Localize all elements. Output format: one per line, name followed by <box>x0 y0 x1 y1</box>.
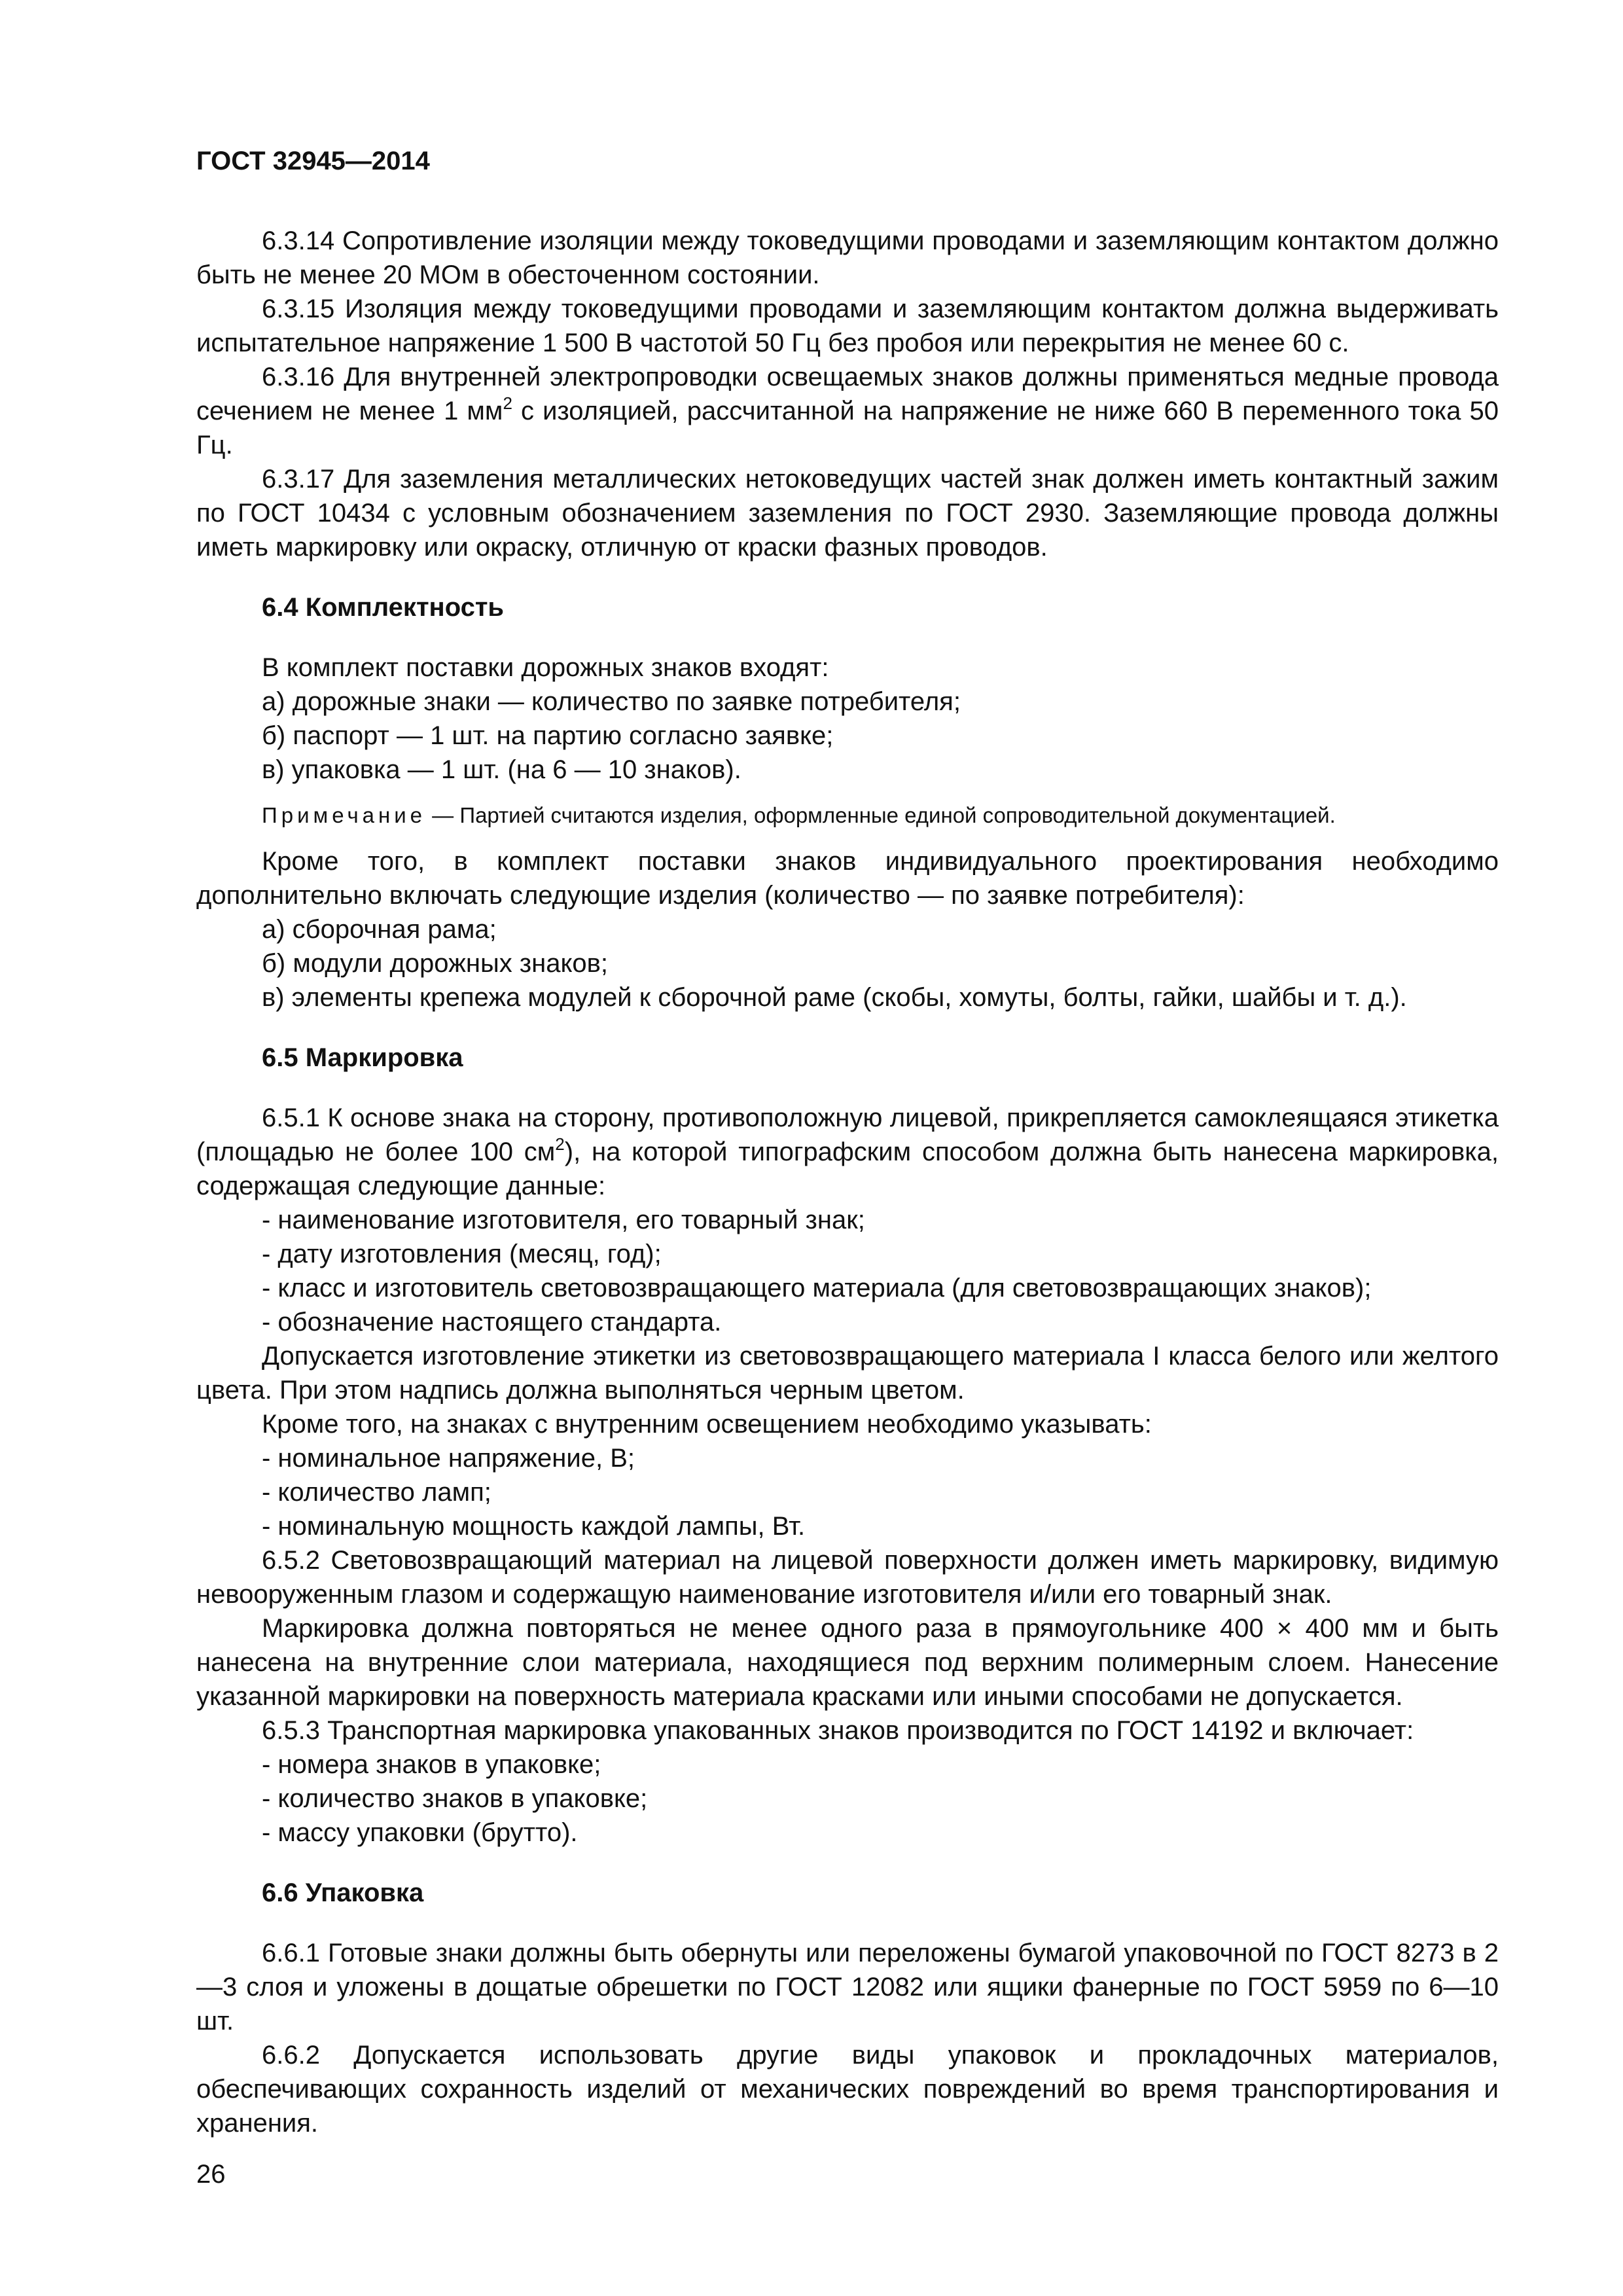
list-item: - номинальную мощность каждой лампы, Вт. <box>262 1512 806 1541</box>
clause-6-5-3: 6.5.3 Транспортная маркировка упакованных знаков производится по ГОСТ 14192 и включает: <box>262 1716 1414 1745</box>
list-item: б) модули дорожных знаков; <box>262 949 609 978</box>
list-item: - количество ламп; <box>262 1478 491 1507</box>
list-item: - класс и изготовитель световозвращающего материала (для световозвращающих знаков); <box>262 1274 1372 1302</box>
list-item: а) дорожные знаки — количество по заявке потребителя; <box>262 687 961 716</box>
list-item: - количество знаков в упаковке; <box>262 1784 648 1813</box>
internal-lighting-paragraph: Кроме того, на знаках с внутренним освещением необходимо указывать: <box>262 1410 1152 1439</box>
note-label: Примечание <box>262 803 427 827</box>
section-title-6-5: 6.5 Маркировка <box>262 1043 463 1072</box>
clause-6-3-16-text-b: с изоляцией, рассчитанной на напряжение не ниже 660 В переменного тока 50 Гц. <box>196 397 1499 459</box>
list-item: - обозначение настоящего стандарта. <box>262 1308 722 1336</box>
clause-6-5-1-text-b: ), на которой типографским способом должна быть нанесена маркировка, содержащая следующие данные: <box>196 1138 1499 1200</box>
clause-6-5-1 <box>196 1101 1499 1203</box>
section-title-6-4: 6.4 Комплектность <box>262 593 505 622</box>
clause-6-5-2: 6.5.2 Световозвращающий материал на лицевой поверхности должен иметь маркировку, видимую невооруженным глазом и содержащую наименование изготовителя и/или его товарный знак. <box>196 1546 1499 1609</box>
document-page <box>196 144 1499 2191</box>
superscript: 2 <box>555 1134 565 1154</box>
label-material-paragraph: Допускается изготовление этикетки из световозвращающего материала I класса белого или желтого цвета. При этом надпись должна выполняться черным цветом. <box>196 1342 1499 1405</box>
clause-6-3-16 <box>196 360 1499 462</box>
clause-6-3-16-text-a: 6.3.16 Для внутренней электропроводки освещаемых знаков должны применяться медные провода сечением не менее 1 мм <box>196 363 1499 425</box>
list-item: а) сборочная рама; <box>262 915 497 944</box>
document-header: ГОСТ 32945—2014 <box>196 147 430 175</box>
note-text: — Партией считаются изделия, оформленные единой сопроводительной документацией. <box>426 803 1336 827</box>
list-item: б) паспорт — 1 шт. на партию согласно заявке; <box>262 721 834 750</box>
list-item: в) элементы крепежа модулей к сборочной раме (скобы, хомуты, болты, гайки, шайбы и т. д.). <box>262 983 1407 1012</box>
completeness-intro: В комплект поставки дорожных знаков входят: <box>262 653 829 682</box>
clause-6-3-14: 6.3.14 Сопротивление изоляции между токоведущими проводами и заземляющим контактом должно быть не менее 20 МОм в обесточенном состоянии. <box>196 226 1499 289</box>
clause-6-6-2: 6.6.2 Допускается использовать другие виды упаковок и прокладочных материалов, обеспечивающих сохранность изделий от механических повреждений во время транспортирования и хранения. <box>196 2041 1499 2138</box>
clause-6-3-17: 6.3.17 Для заземления металлических нетоковедущих частей знак должен иметь контактный зажим по ГОСТ 10434 с условным обозначением заземления по ГОСТ 2930. Заземляющие провода должны иметь маркировку или окраску, отличную от краски фазных проводов. <box>196 465 1499 562</box>
list-item: - номинальное напряжение, В; <box>262 1444 635 1473</box>
clause-6-5-2-continued: Маркировка должна повторяться не менее одного раза в прямоугольнике 400 × 400 мм и быть нанесена на внутренние слои материала, находящиеся под верхним полимерным слоем. Нанесение указанной маркировки на поверхность материала красками или иными способами не допускается. <box>196 1614 1499 1711</box>
list-item: - массу упаковки (брутто). <box>262 1818 578 1847</box>
page-number: 26 <box>196 2160 226 2189</box>
clause-6-6-1: 6.6.1 Готовые знаки должны быть обернуты или переложены бумагой упаковочной по ГОСТ 8273 в 2—3 слоя и уложены в дощатые обрешетки по ГОСТ 12082 или ящики фанерные по ГОСТ 5959 по 6—10 шт. <box>196 1939 1499 2036</box>
list-item: в) упаковка — 1 шт. (на 6 — 10 знаков). <box>262 755 741 784</box>
completeness-extra: Кроме того, в комплект поставки знаков индивидуального проектирования необходимо дополнительно включать следующие изделия (количество — по заявке потребителя): <box>196 847 1499 910</box>
list-item: - наименование изготовителя, его товарный знак; <box>262 1206 865 1234</box>
clause-6-3-15: 6.3.15 Изоляция между токоведущими проводами и заземляющим контактом должна выдерживать испытательное напряжение 1 500 В частотой 50 Гц без пробоя или перекрытия не менее 60 с. <box>196 295 1499 357</box>
section-title-6-6: 6.6 Упаковка <box>262 1878 424 1907</box>
note <box>196 801 1499 830</box>
list-item: - номера знаков в упаковке; <box>262 1750 601 1779</box>
clause-6-5-1-text-a: 6.5.1 К основе знака на сторону, противоположную лицевой, прикрепляется самоклеящаяся этикетка (площадью не более 100 см <box>196 1103 1499 1166</box>
superscript: 2 <box>503 393 512 413</box>
list-item: - дату изготовления (месяц, год); <box>262 1240 662 1268</box>
